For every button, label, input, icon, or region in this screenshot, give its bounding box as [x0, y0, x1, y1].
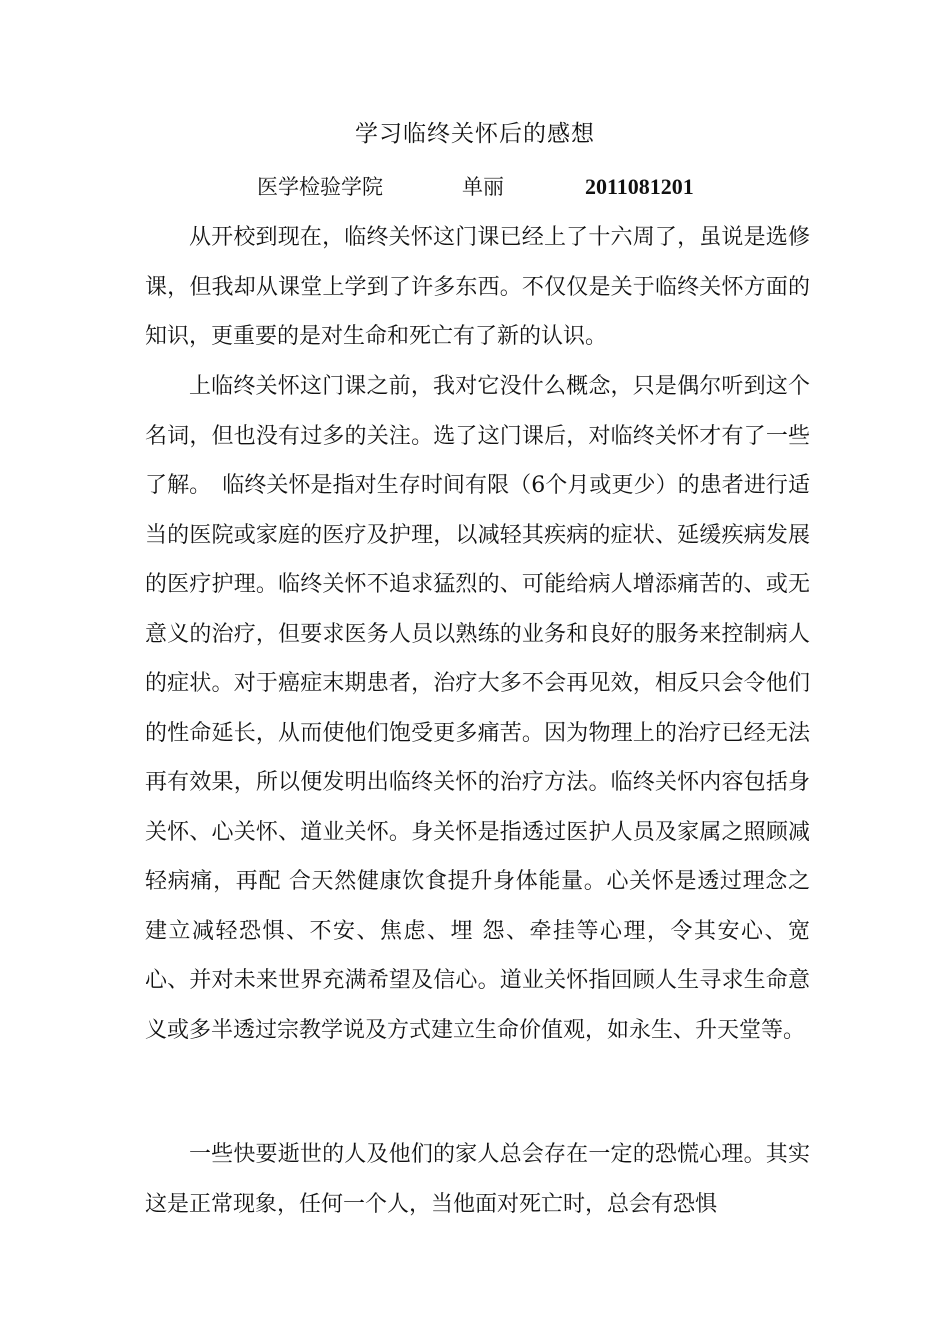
author-name: 单丽 — [462, 175, 504, 199]
paragraph-hospice-definition: 上临终关怀这门课之前，我对它没什么概念，只是偶尔听到这个名词，但也没有过多的关注。选了这门课后，对临终关怀才有了一些了解。 临终关怀是指对生存时间有限（6个月或更少）的患者进行适当的医院或家庭的医疗及护理，以减轻其疾病的症状、延缓疾病发展的医疗护理。临终关怀不追求猛烈的、可能给病人增添痛苦的、或无意义的治疗，但要求医务人员以熟练的业务和良好的服务来控制病人的症状。对于癌症末期患者，治疗大多不会再见效，相反只会令他们的性命延长，从而使他们饱受更多痛苦。因为物理上的治疗已经无法再有效果，所以便发明出临终关怀的治疗方法。临终关怀内容包括身关怀、心关怀、道业关怀。身关怀是指透过医护人员及家属之照顾减轻病痛，再配 合天然健康饮食提升身体能量。心关怀是透过理念之建立减轻恐惧、不安、焦虑、埋 怨、牵挂等心理，令其安心、宽心、并对未来世界充满希望及信心。道业关怀指回顾人生寻求生命意义或多半透过宗教学说及方式建立生命价值观，如永生、升天堂等。 — [145, 374, 810, 1043]
author-byline — [257, 172, 694, 202]
document-title: 学习临终关怀后的感想 — [355, 121, 595, 147]
paragraph-fear-of-death: 一些快要逝世的人及他们的家人总会存在一定的恐慌心理。其实这是正常现象，任何一个人，当他面对死亡时，总会有恐惧 — [145, 1142, 810, 1217]
paragraph-intro: 从开校到现在，临终关怀这门课已经上了十六周了，虽说是选修课，但我却从课堂上学到了许多东西。不仅仅是关于临终关怀方面的知识，更重要的是对生命和死亡有了新的认识。 — [145, 225, 810, 349]
student-id: 2011081201 — [585, 174, 694, 199]
department-name: 医学检验学院 — [257, 175, 383, 199]
